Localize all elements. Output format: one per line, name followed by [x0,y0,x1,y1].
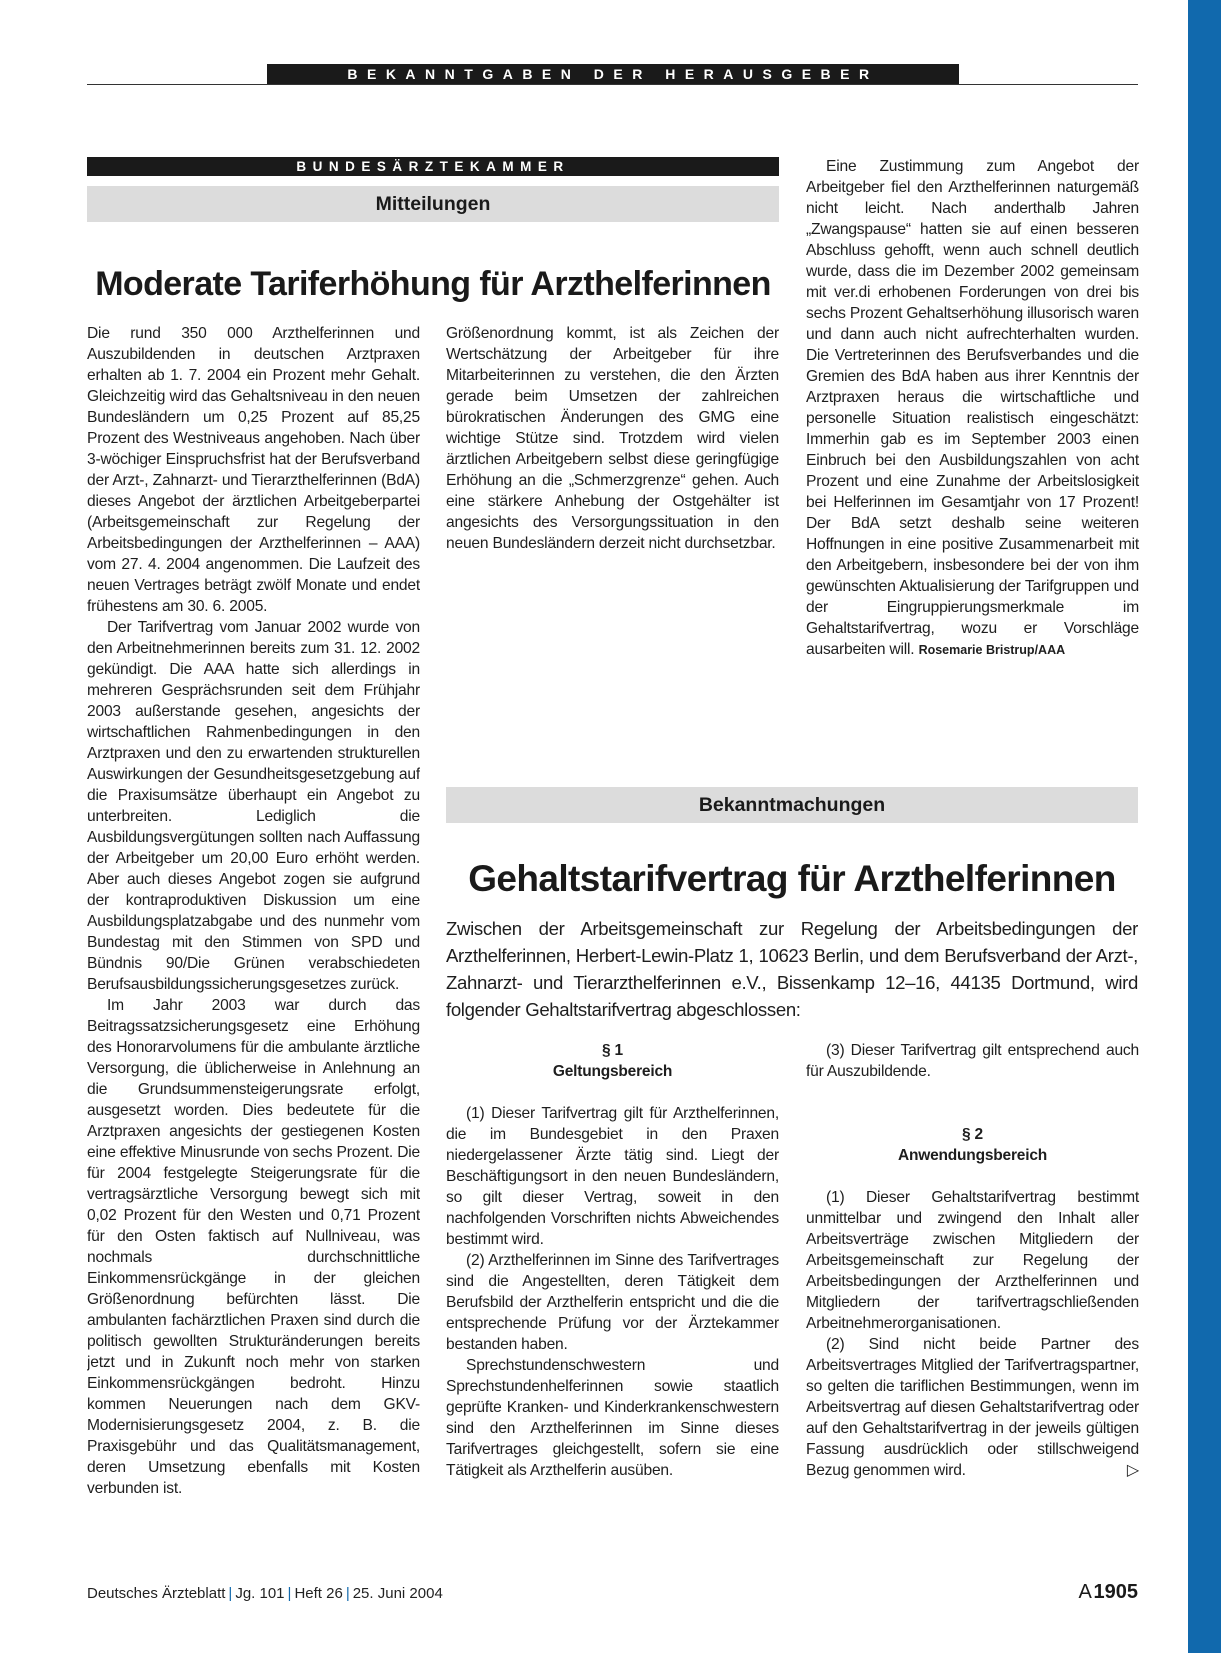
article-paragraph: Der Tarifvertrag vom Januar 2002 wurde von den Arbeitnehmerinnen bereits zum 31. 12. 2002 gekündigt. Die AAA hatte sich allerdings in mehreren Gesprächsrunden seit dem Frühjahr 2003 außerstande gesehen, angesichts der wirtschaftlichen Rahmenbedingungen in den Arztpraxen und den zu erwartenden strukturellen Auswirkungen der Gesundheitsgesetzgebung auf die Praxisumsätze überhaupt ein Angebot zu unterbreiten. Lediglich die Ausbildungsvergütungen sollten nach Auffassung der Arbeitgeber um 20,00 Euro erhöht werden. Aber auch dieses Angebot zogen sie aufgrund der kontraproduktiven Diskussion um eine Ausbildungsplatzabgabe und des nunmehr vom Bundestag mit den Stimmen von SPD und Bündnis 90/Die Grünen verabschiedeten Berufsausbildungssicherungsgesetzes zurück. [87,619,420,993]
section-label-bekanntmachungen: Bekanntmachungen [446,787,1138,823]
section-1-column [446,1040,779,1550]
article-paragraph: Größenordnung kommt, ist als Zeichen der Wertschätzung der Arbeitgeber für ihre Mitarbeiterinnen zu verstehen, die den Ärzten gerade beim Umsetzen der zahlreichen bürokratischen Änderungen des GMG eine wichtige Stütze sind. Trotzdem wird vielen ärztlichen Arbeitgebern selbst diese geringfügige Erhöhung an die „Schmerzgrenze“ gehen. Auch eine stärkere Anhebung der Ostgehälter ist angesichts des Versorgungssituation in den neuen Bundesländern derzeit nicht durchsetzbar. [446,325,779,552]
section-1-paragraph: (1) Dieser Tarifvertrag gilt für Arzthelferinnen, die im Bundesgebiet in den Praxen niedergelassener Ärzte tätig sind. Liegt der Beschäftigungsort in den neuen Bundesländern, so gilt dieser Vertrag, soweit in den nachfolgenden Vorschriften nichts Abweichendes bestimmt wird. [446,1105,779,1248]
article-column-3 [806,156,1139,731]
header-rule [87,84,1138,85]
section-1-paragraph: (2) Arzthelferinnen im Sinne des Tarifvertrages sind die Angestellten, deren Tätigkeit dem Berufsbild der Arzthelferin entspricht und die die entsprechende Prüfung vor der Ärztekammer bestanden haben. [446,1252,779,1353]
footer-citation [87,1585,443,1602]
article-column-2 [446,323,779,729]
section-2-paragraph: (2) Sind nicht beide Partner des Arbeitsvertrages Mitglied der Tarifvertragspartner, so gelten die tariflichen Bestimmungen, wenn im Arbeitsvertrag auf diesen Gehaltstarifvertrag oder auf den Gehaltstarifvertrag in der jeweils gültigen Fassung ausdrücklich oder stillschweigend Bezug genommen wird. [806,1336,1139,1479]
section-2-column [806,1040,1139,1550]
section-label-mitteilungen: Mitteilungen [87,186,779,222]
section-1-heading: Geltungsbereich [552,1063,673,1080]
footer-issue: Heft 26 [294,1585,343,1602]
organization-bar: BUNDESÄRZTEKAMMER [87,157,779,176]
page-prefix: A [1078,1581,1092,1603]
side-accent-bar [1188,0,1221,1653]
continue-arrow-icon: ▷ [1126,1462,1139,1479]
section-1-number: § 1 [602,1042,623,1059]
article-paragraph: Im Jahr 2003 war durch das Beitragssatzsicherungsgesetz eine Erhöhung des Honorarvolumens für die ambulante ärztliche Versorgung, die üblicherweise in Anlehnung an die Grundsummensteigerungsrate erfolgt, ausgesetzt worden. Dies bedeutete für die Arztpraxen angesichts der gestiegenen Kosten eine effektive Minusrunde von sechs Prozent. Die für 2004 festgelegte Steigerungsrate für die vertragsärztliche Versorgung bewegt sich mit 0,02 Prozent für den Westen und 0,71 Prozent für den Osten faktisch auf Nullniveau, was nochmals durchschnittliche Einkommensrückgänge in der gleichen Größenordnung befürchten lässt. Die ambulanten fachärztlichen Praxen sind durch die politisch gewollten Strukturänderungen bereits jetzt und in Zukunft noch mehr von starken Einkommensrückgängen bedroht. Hinzu kommen Neuerungen nach dem GKV-Modernisierungsgesetz 2004, z. B. die Praxisgebühr und das Qualitätsmanagement, deren Umsetzung ebenfalls mit Kosten verbunden ist. [87,997,420,1497]
page-number [1058,1581,1138,1604]
section-1-paragraph: (3) Dieser Tarifvertrag gilt entsprechend auch für Auszubildende. [806,1042,1139,1080]
article-title: Moderate Tariferhöhung für Arzthelferinnen [95,265,771,303]
article-column-2-flow [446,323,779,554]
header-banner: BEKANNTGABEN DER HERAUSGEBER [267,64,959,84]
footer-journal: Deutsches Ärzteblatt [87,1585,226,1602]
article-column-1 [87,323,420,1547]
lead-paragraph: Zwischen der Arbeitsgemeinschaft zur Regelung der Arbeitsbedingungen der Arzthelferinnen, Herbert-Lewin-Platz 1, 10623 Berlin, und dem Berufsverband der Arzt-, Zahnarzt- und Tierarzthelferinnen e.V., Bissenkamp 12–16, 44135 Dortmund, wird folgender Gehaltstarifvertrag abgeschlossen: [446,918,1138,1020]
section-2-heading: Anwendungsbereich [897,1147,1048,1164]
page-number-value: 1905 [1093,1581,1138,1603]
footer-separator: | [287,1585,292,1602]
footer-separator: | [345,1585,350,1602]
footer-separator: | [228,1585,233,1602]
announcement-title: Gehaltstarifvertrag für Arzthelferinnen [468,858,1116,899]
article-paragraph: Die rund 350 000 Arzthelferinnen und Auszubildenden in deutschen Arztpraxen erhalten ab 1. 7. 2004 ein Prozent mehr Gehalt. Gleichzeitig wird das Gehaltsniveau in den neuen Bundesländern um 0,25 Prozent auf 85,25 Prozent des Westniveaus angehoben. Nach über 3-wöchiger Einspruchsfrist hat der Berufsverband der Arzt-, Zahnarzt- und Tierarzthelferinnen (BdA) dieses Angebot der ärztlichen Arbeitgeberpartei (Arbeitsgemeinschaft zur Regelung der Arbeitsbedingungen der Arzthelferinnen – AAA) vom 27. 4. 2004 angenommen. Die Laufzeit des neuen Vertrages beträgt zwölf Monate und endet frühestens am 30. 6. 2005. [87,325,420,615]
footer-volume: Jg. 101 [235,1585,285,1602]
section-1-paragraph: Sprechstundenschwestern und Sprechstundenhelferinnen sowie staatlich geprüfte Kranken- und Kinderkrankenschwestern sind den Arzthelferinnen im Sinne dieses Tarifvertrages gleichgestellt, sofern sie eine Tätigkeit als Arzthelferin ausüben. [446,1357,779,1479]
article-paragraph: Eine Zustimmung zum Angebot der Arbeitgeber fiel den Arzthelferinnen naturgemäß nicht leicht. Nach anderthalb Jahren „Zwangspause“ hatten sie auf einen besseren Abschluss gehofft, wenn auch schnell deutlich wurde, dass die im Dezember 2002 gemeinsam mit ver.di erhobenen Forderungen von drei bis sechs Prozent Gehaltserhöhung illusorisch waren und dann auch nicht aufrechterhalten wurden. Die Vertreterinnen des Berufsverbandes und die Gremien des BdA haben aus ihrer Kenntnis der Arztpraxen heraus die wirtschaftliche und personelle Situation realistisch eingeschätzt: Immerhin gab es im September 2003 einen Einbruch bei den Ausbildungszahlen von acht Prozent und eine Zunahme der Arbeitslosigkeit bei Helferinnen im Gesamtjahr von 17 Prozent! Der BdA setzt deshalb seine weiteren Hoffnungen in eine positive Zusammenarbeit mit den Arbeitgebern, insbesondere bei der von ihm gewünschten Aktualisierung der Tarifgruppen und der Eingruppierungsmerkmale im Gehaltstarifvertrag, wozu er Vorschläge ausarbeiten will. [806,158,1139,658]
section-2-number: § 2 [962,1126,983,1143]
author-signature: Rosemarie Bristrup/AAA [918,643,1066,657]
section-2-paragraph: (1) Dieser Gehaltstarifvertrag bestimmt unmittelbar und zwingend den Inhalt aller Arbeitsverträge zwischen Mitgliedern der Arbeitsgemeinschaft zur Regelung der Arbeitsbedingungen der Arzthelferinnen und Mitgliedern der tarifvertragschließenden Arbeitnehmerorganisationen. [806,1189,1139,1332]
footer-date: 25. Juni 2004 [352,1585,443,1602]
announcement-lead [446,915,1138,1023]
